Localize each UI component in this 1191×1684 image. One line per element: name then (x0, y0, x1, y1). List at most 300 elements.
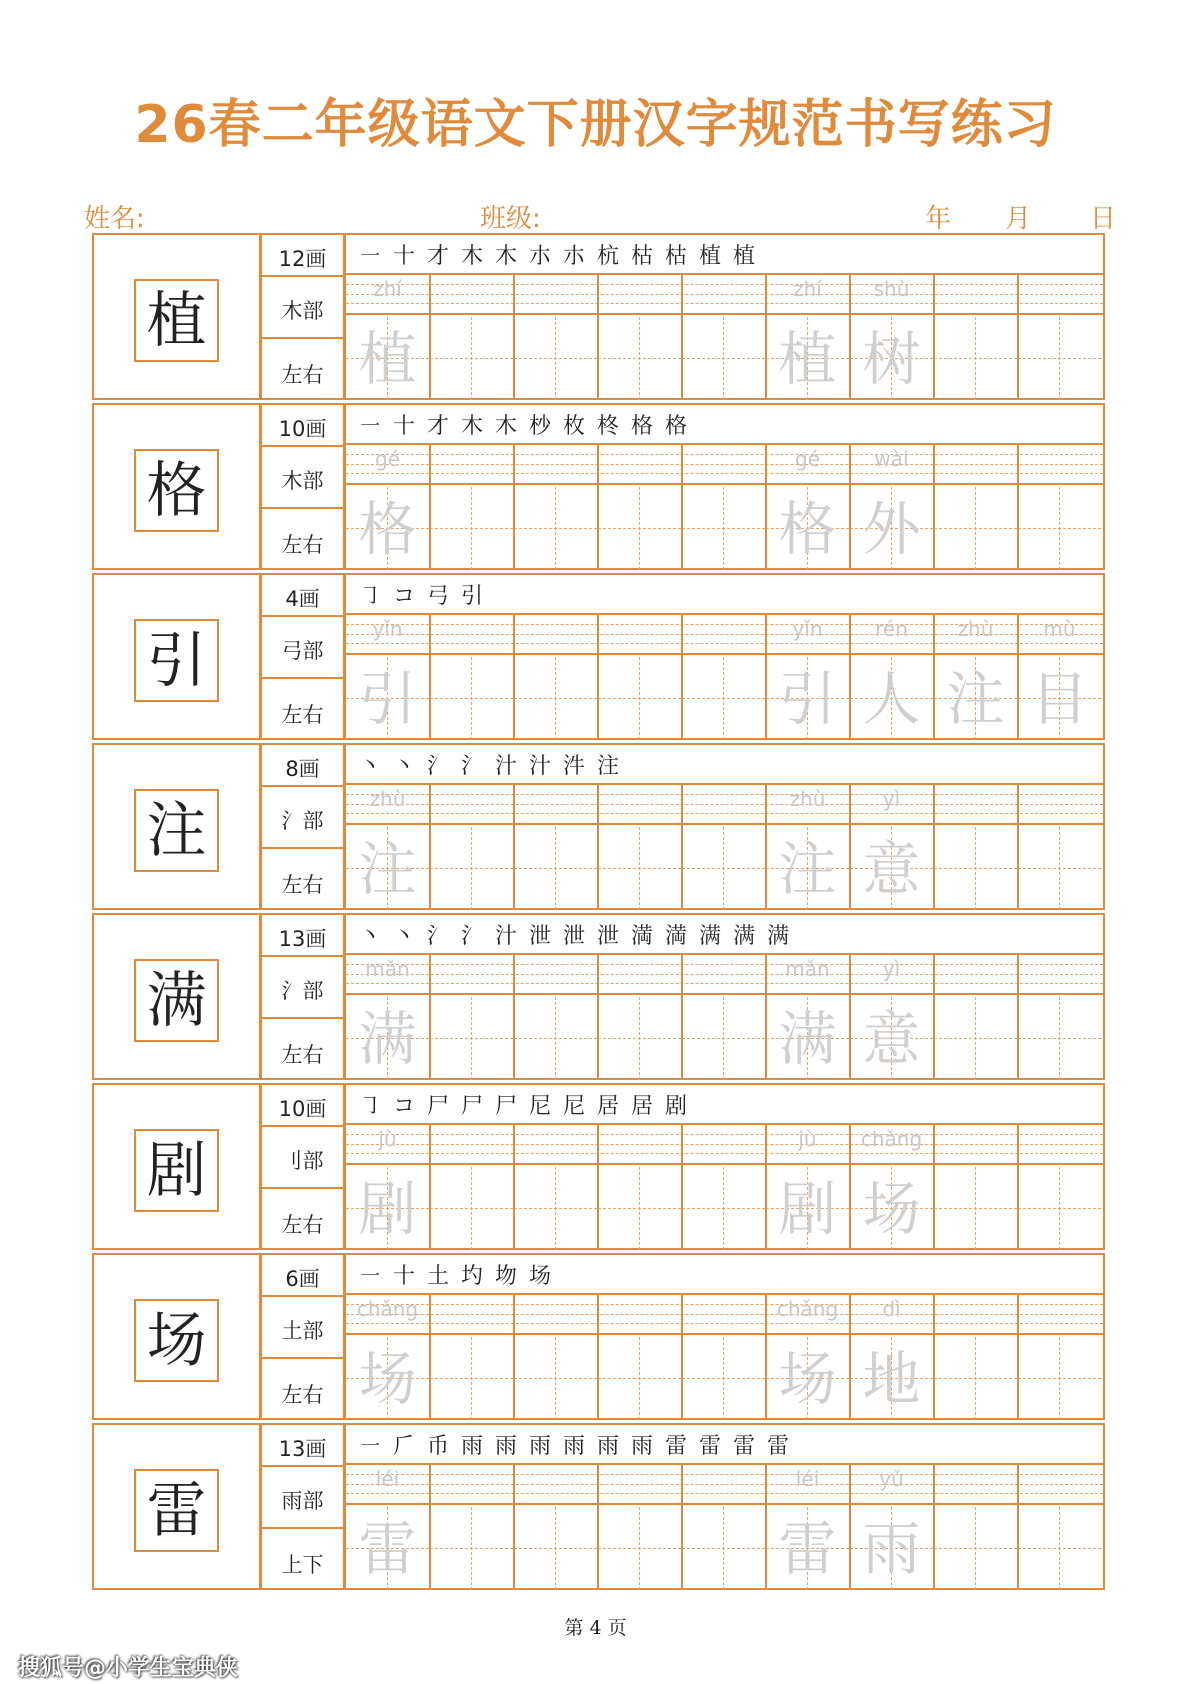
trace-char (430, 1167, 513, 1250)
practice-cell[interactable] (850, 1125, 935, 1250)
trace-char (430, 1337, 513, 1420)
stroke-step: 木 (494, 243, 517, 269)
stroke-order-row (346, 235, 1103, 275)
pinyin-text: zhí (793, 277, 822, 301)
trace-char (598, 827, 681, 910)
char-info (260, 573, 345, 740)
stroke-step: 柊 (596, 413, 619, 439)
char-block (92, 913, 1105, 1082)
trace-char (598, 317, 681, 400)
trace-char (430, 827, 513, 910)
stroke-step: 居 (630, 1093, 653, 1119)
stroke-step: 氵 (426, 923, 449, 949)
main-char: 场 (146, 1305, 207, 1376)
trace-char (430, 317, 513, 400)
stroke-step: 雷 (766, 1433, 789, 1459)
main-char-box (134, 619, 219, 702)
stroke-step: 木 (494, 413, 517, 439)
practice-cell[interactable] (682, 1295, 767, 1420)
writing-grid (344, 233, 1105, 400)
practice-cell[interactable] (598, 785, 683, 910)
practice-cell[interactable] (430, 955, 515, 1080)
trace-char (598, 1337, 681, 1420)
main-char: 雷 (146, 1475, 207, 1546)
main-char: 格 (146, 455, 207, 526)
trace-char: 注 (358, 834, 417, 903)
practice-cell[interactable] (514, 445, 599, 570)
practice-cell[interactable] (766, 1295, 851, 1420)
trace-char: 植 (358, 324, 417, 393)
stroke-order-row (346, 1255, 1103, 1295)
stroke-order-row (346, 915, 1103, 955)
char-block (92, 403, 1105, 572)
writing-grid (344, 573, 1105, 740)
trace-char: 格 (778, 494, 837, 563)
practice-cell[interactable] (850, 615, 935, 740)
stroke-order-row (346, 575, 1103, 615)
char-info (260, 743, 345, 910)
trace-char (934, 827, 1017, 910)
char-block (92, 743, 1105, 912)
main-char-cell (92, 743, 261, 910)
stroke-step: 币 (426, 1433, 449, 1459)
stroke-step: コ (392, 1093, 415, 1119)
trace-char (682, 827, 765, 910)
radical-label: 刂部 (281, 1149, 324, 1173)
structure-label: 左右 (281, 1383, 324, 1407)
writing-grid (344, 1253, 1105, 1420)
practice-cell[interactable] (934, 785, 1019, 910)
stroke-step: 泄 (596, 923, 619, 949)
practice-cell[interactable] (934, 1465, 1019, 1590)
practice-cell[interactable] (598, 1125, 683, 1250)
trace-char (598, 1507, 681, 1590)
trace-char: 格 (358, 494, 417, 563)
divider (262, 615, 343, 617)
stroke-step: 枚 (562, 413, 585, 439)
trace-char (430, 997, 513, 1080)
practice-cell[interactable] (514, 1125, 599, 1250)
stroke-step: 雨 (596, 1433, 619, 1459)
trace-char: 目 (1030, 664, 1089, 733)
practice-cell[interactable] (346, 1465, 431, 1590)
radical-label: 木部 (281, 469, 324, 493)
practice-cell[interactable] (682, 1125, 767, 1250)
divider (262, 1357, 343, 1359)
trace-char: 剧 (778, 1174, 837, 1243)
pinyin-text: chǎng (860, 1127, 923, 1151)
practice-cell[interactable] (1018, 615, 1103, 740)
stroke-step: 枯 (630, 243, 653, 269)
trace-char (514, 317, 597, 400)
month-label: 月 (1005, 204, 1032, 234)
divider (262, 1295, 343, 1297)
practice-cell[interactable] (430, 445, 515, 570)
stroke-step: 引 (460, 583, 483, 609)
structure-label: 左右 (281, 703, 324, 727)
stroke-step: 汁 (528, 753, 551, 779)
radical-label: 弓部 (281, 639, 324, 663)
pinyin-text: yǔ (879, 1467, 904, 1491)
pinyin-text: léi (795, 1467, 820, 1491)
trace-char: 注 (946, 664, 1005, 733)
trace-char (682, 1507, 765, 1590)
trace-char (1018, 997, 1101, 1080)
stroke-step: 雷 (698, 1433, 721, 1459)
practice-cell[interactable] (346, 1125, 431, 1250)
class-label: 班级: (480, 204, 541, 234)
main-char: 满 (146, 965, 207, 1036)
pinyin-text: yì (882, 787, 901, 811)
stroke-step: 格 (630, 413, 653, 439)
trace-char: 雷 (778, 1514, 837, 1583)
practice-cell[interactable] (934, 445, 1019, 570)
stroke-step: 尸 (460, 1093, 483, 1119)
practice-cell[interactable] (682, 445, 767, 570)
writing-grid (344, 1423, 1105, 1590)
day-label: 日 (1090, 204, 1117, 234)
pinyin-text: gé (795, 447, 820, 471)
main-char-cell (92, 1423, 261, 1590)
structure-label: 左右 (281, 363, 324, 387)
radical-label: 土部 (281, 1319, 324, 1343)
stroke-step: 泄 (528, 923, 551, 949)
trace-char (1018, 487, 1101, 570)
trace-char (430, 1507, 513, 1590)
practice-cell[interactable] (346, 275, 431, 400)
trace-char: 外 (862, 494, 921, 563)
trace-char (598, 657, 681, 740)
stroke-step: 枯 (664, 243, 687, 269)
trace-char: 意 (862, 834, 921, 903)
stroke-step: 场 (528, 1263, 551, 1289)
stroke-step: 汁 (494, 923, 517, 949)
trace-char (682, 657, 765, 740)
stroke-step: 居 (596, 1093, 619, 1119)
pinyin-text: yǐn (792, 617, 823, 641)
trace-char (934, 317, 1017, 400)
stroke-count: 12画 (278, 247, 327, 271)
practice-cell[interactable] (430, 1295, 515, 1420)
stroke-step: 雷 (664, 1433, 687, 1459)
practice-cell[interactable] (514, 275, 599, 400)
practice-cell[interactable] (766, 275, 851, 400)
practice-cell[interactable] (346, 955, 431, 1080)
stroke-count: 13画 (278, 1437, 327, 1461)
stroke-step: 丶 (392, 753, 415, 779)
divider (262, 1187, 343, 1189)
trace-char: 引 (778, 664, 837, 733)
main-char-box (134, 279, 219, 362)
radical-label: 木部 (281, 299, 324, 323)
pinyin-text: léi (375, 1467, 400, 1491)
trace-char: 雨 (862, 1514, 921, 1583)
writing-grid (344, 1083, 1105, 1250)
practice-cell[interactable] (850, 955, 935, 1080)
divider (262, 785, 343, 787)
practice-cell[interactable] (934, 955, 1019, 1080)
practice-cell[interactable] (1018, 955, 1103, 1080)
main-char-cell (92, 233, 261, 400)
char-info (260, 233, 345, 400)
writing-grid (344, 403, 1105, 570)
divider (262, 275, 343, 277)
stroke-step: 剧 (664, 1093, 687, 1119)
practice-cell[interactable] (430, 1125, 515, 1250)
main-char-cell (92, 913, 261, 1080)
practice-cell[interactable] (682, 785, 767, 910)
practice-cell[interactable] (514, 615, 599, 740)
stroke-step: 植 (732, 243, 755, 269)
practice-cell[interactable] (682, 275, 767, 400)
writing-grid (344, 743, 1105, 910)
stroke-step: 氵 (426, 753, 449, 779)
practice-cell[interactable] (430, 1465, 515, 1590)
structure-label: 左右 (281, 533, 324, 557)
trace-char: 树 (862, 324, 921, 393)
stroke-step: ㇐ (358, 243, 381, 269)
stroke-step: 满 (732, 923, 755, 949)
trace-char (1018, 317, 1101, 400)
practice-cell[interactable] (598, 955, 683, 1080)
stroke-step: 满 (766, 923, 789, 949)
trace-char (1018, 1167, 1101, 1250)
main-char-cell (92, 1083, 261, 1250)
trace-char (934, 1507, 1017, 1590)
trace-char: 意 (862, 1004, 921, 1073)
stroke-step: 泄 (562, 923, 585, 949)
trace-char: 地 (862, 1344, 921, 1413)
main-char-box (134, 1299, 219, 1382)
practice-cell[interactable] (598, 445, 683, 570)
structure-label: 上下 (281, 1553, 324, 1577)
trace-char (682, 317, 765, 400)
radical-label: 氵部 (281, 979, 324, 1003)
practice-cell[interactable] (430, 615, 515, 740)
stroke-step: 朩 (562, 243, 585, 269)
trace-char: 场 (358, 1344, 417, 1413)
pinyin-text: mǎn (365, 957, 410, 981)
structure-label: 左右 (281, 1213, 324, 1237)
practice-cell[interactable] (766, 1125, 851, 1250)
practice-cell[interactable] (1018, 1125, 1103, 1250)
trace-char (1018, 1337, 1101, 1420)
trace-char: 引 (358, 664, 417, 733)
divider (262, 1017, 343, 1019)
divider (262, 1527, 343, 1529)
trace-char (1018, 827, 1101, 910)
stroke-order-row (346, 1425, 1103, 1465)
pinyin-text: rén (875, 617, 908, 641)
divider (262, 445, 343, 447)
practice-cell[interactable] (1018, 445, 1103, 570)
char-block (92, 1083, 1105, 1252)
pinyin-text: chǎng (776, 1297, 839, 1321)
stroke-step: ㇐ (358, 1433, 381, 1459)
stroke-step: 雨 (494, 1433, 517, 1459)
practice-cell[interactable] (1018, 1295, 1103, 1420)
practice-cell[interactable] (766, 785, 851, 910)
practice-cell[interactable] (346, 1295, 431, 1420)
practice-cell[interactable] (598, 275, 683, 400)
stroke-step: 尸 (426, 1093, 449, 1119)
trace-char (514, 1167, 597, 1250)
trace-char: 场 (862, 1174, 921, 1243)
char-block (92, 1253, 1105, 1422)
trace-char: 注 (778, 834, 837, 903)
name-label: 姓名: (84, 204, 145, 234)
practice-cell[interactable] (850, 1295, 935, 1420)
stroke-step: 汼 (562, 753, 585, 779)
practice-cell[interactable] (514, 1465, 599, 1590)
practice-cell[interactable] (766, 955, 851, 1080)
stroke-step: 𠂆 (392, 1433, 415, 1459)
stroke-step: 弓 (426, 583, 449, 609)
divider (262, 677, 343, 679)
pinyin-text: zhù (789, 787, 826, 811)
stroke-step: 汁 (494, 753, 517, 779)
trace-char (682, 1167, 765, 1250)
char-block (92, 1423, 1105, 1592)
pinyin-text: mù (1043, 617, 1076, 641)
practice-cell[interactable] (598, 1465, 683, 1590)
pinyin-text: dì (882, 1297, 901, 1321)
stroke-step: 雨 (630, 1433, 653, 1459)
practice-cell[interactable] (598, 615, 683, 740)
practice-cell[interactable] (346, 615, 431, 740)
stroke-count: 10画 (278, 1097, 327, 1121)
trace-char (598, 487, 681, 570)
trace-char: 雷 (358, 1514, 417, 1583)
practice-cell[interactable] (850, 275, 935, 400)
divider (262, 955, 343, 957)
trace-char (934, 1337, 1017, 1420)
practice-cell[interactable] (1018, 1465, 1103, 1590)
practice-cell[interactable] (766, 1465, 851, 1590)
stroke-step: 杭 (596, 243, 619, 269)
practice-cell[interactable] (346, 785, 431, 910)
practice-cell[interactable] (682, 615, 767, 740)
stroke-step: 朩 (528, 243, 551, 269)
practice-cell[interactable] (766, 445, 851, 570)
stroke-step: 尼 (562, 1093, 585, 1119)
practice-cell[interactable] (934, 1295, 1019, 1420)
stroke-step: ㇐ (358, 1263, 381, 1289)
char-info (260, 1253, 345, 1420)
practice-cell[interactable] (850, 785, 935, 910)
practice-cell[interactable] (934, 275, 1019, 400)
pinyin-text: zhù (369, 787, 406, 811)
main-char-box (134, 1129, 219, 1212)
stroke-step: 满 (698, 923, 721, 949)
stroke-step: 雨 (460, 1433, 483, 1459)
divider (262, 847, 343, 849)
char-info (260, 1083, 345, 1250)
stroke-step: 十 (392, 1263, 415, 1289)
stroke-step: 注 (596, 753, 619, 779)
page-title: 26春二年级语文下册汉字规范书写练习 (134, 95, 1057, 155)
pinyin-text: jù (378, 1127, 397, 1151)
trace-char (514, 997, 597, 1080)
structure-label: 左右 (281, 873, 324, 897)
trace-char (682, 997, 765, 1080)
practice-cell[interactable] (682, 1465, 767, 1590)
char-info (260, 403, 345, 570)
practice-cell[interactable] (682, 955, 767, 1080)
stroke-count: 6画 (285, 1267, 320, 1291)
stroke-step: 氵 (460, 753, 483, 779)
pinyin-text: shù (873, 277, 910, 301)
practice-cell[interactable] (766, 615, 851, 740)
trace-char (682, 1337, 765, 1420)
stroke-step: ㇆ (358, 583, 381, 609)
practice-cell[interactable] (598, 1295, 683, 1420)
trace-char: 满 (358, 1004, 417, 1073)
practice-cell[interactable] (430, 275, 515, 400)
writing-grid (344, 913, 1105, 1080)
stroke-order-row (346, 405, 1103, 445)
practice-cell[interactable] (430, 785, 515, 910)
page-number: 第 4 页 (564, 1617, 627, 1639)
practice-cell[interactable] (514, 1295, 599, 1420)
char-info (260, 1423, 345, 1590)
practice-cell[interactable] (1018, 785, 1103, 910)
stroke-step: ㇆ (358, 1093, 381, 1119)
trace-char: 人 (862, 664, 921, 733)
year-label: 年 (925, 204, 952, 234)
trace-char: 植 (778, 324, 837, 393)
main-char-cell (92, 1253, 261, 1420)
stroke-count: 10画 (278, 417, 327, 441)
main-char-cell (92, 403, 261, 570)
trace-char (1018, 1507, 1101, 1590)
radical-label: 雨部 (281, 1489, 324, 1513)
stroke-step: 丶 (358, 923, 381, 949)
divider (262, 337, 343, 339)
char-block (92, 233, 1105, 402)
pinyin-text: gé (375, 447, 400, 471)
pinyin-text: zhí (373, 277, 402, 301)
stroke-step: 満 (664, 923, 687, 949)
pinyin-text: chǎng (356, 1297, 419, 1321)
practice-cell[interactable] (934, 1125, 1019, 1250)
pinyin-text: yǐn (372, 617, 403, 641)
practice-cell[interactable] (850, 445, 935, 570)
practice-cell[interactable] (934, 615, 1019, 740)
main-char: 植 (146, 285, 207, 356)
main-char: 剧 (146, 1135, 207, 1206)
stroke-step: 丶 (358, 753, 381, 779)
practice-cell[interactable] (346, 445, 431, 570)
stroke-step: 十 (392, 243, 415, 269)
trace-char (682, 487, 765, 570)
stroke-step: 十 (392, 413, 415, 439)
divider (262, 507, 343, 509)
trace-char (514, 487, 597, 570)
practice-cell[interactable] (850, 1465, 935, 1590)
divider (262, 1465, 343, 1467)
stroke-step: 満 (630, 923, 653, 949)
practice-cell[interactable] (1018, 275, 1103, 400)
stroke-step: 植 (698, 243, 721, 269)
stroke-step: 雨 (562, 1433, 585, 1459)
char-block (92, 573, 1105, 742)
stroke-order-row (346, 1085, 1103, 1125)
practice-cell[interactable] (514, 785, 599, 910)
trace-char (430, 487, 513, 570)
practice-cell[interactable] (514, 955, 599, 1080)
trace-char (430, 657, 513, 740)
